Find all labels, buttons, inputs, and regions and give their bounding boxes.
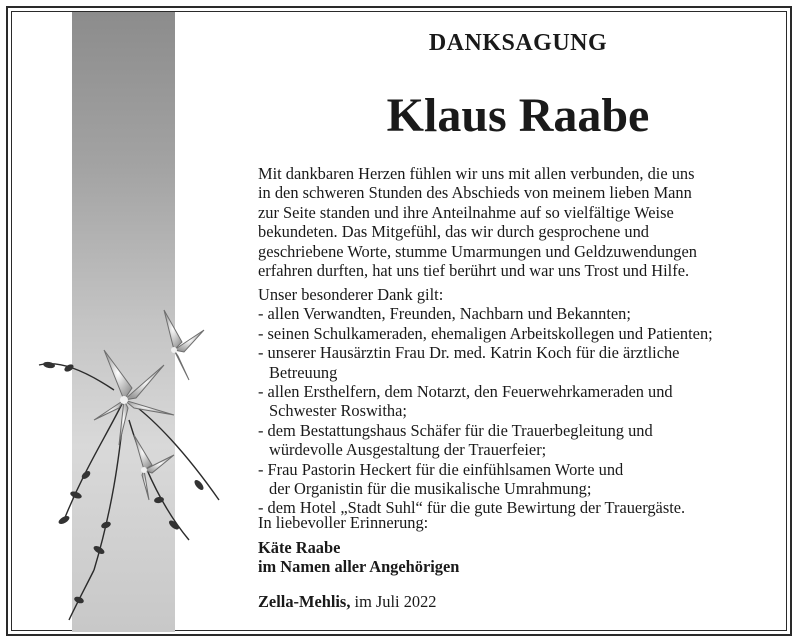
intro-line: in den schweren Stunden des Abschieds von meinem lieben Mann: [258, 183, 692, 203]
thanks-item-continuation: Betreuung: [269, 362, 338, 382]
thanks-item: - dem Bestattungshaus Schäfer für die Trauerbegleitung und: [258, 420, 653, 440]
lily-bouquet-image: [24, 270, 224, 630]
thanks-item: - Frau Pastorin Heckert für die einfühlsamen Worte und: [258, 459, 624, 479]
signature-note: im Namen aller Angehörigen: [258, 557, 460, 577]
signature-block: [258, 538, 778, 577]
intro-line: zur Seite standen und ihre Anteilnahme auf so vielfältige Weise: [258, 202, 674, 222]
intro-line: bekundeten. Das Mitgefühl, das wir durch gesprochene und: [258, 222, 649, 242]
date: im Juli 2022: [354, 592, 437, 611]
thanks-item-continuation: würdevolle Ausgestaltung der Trauerfeier;: [269, 440, 547, 460]
thanks-item: - allen Verwandten, Freunden, Nachbarn und Bekannten;: [258, 304, 631, 324]
thanks-item: - unserer Hausärztin Frau Dr. med. Katrin Koch für die ärztliche: [258, 343, 680, 363]
intro-paragraph: [258, 164, 778, 280]
closing-line: In liebevoller Erinnerung:: [258, 513, 429, 532]
place: Zella-Mehlis,: [258, 592, 351, 611]
signature-name: Käte Raabe: [258, 538, 341, 557]
intro-line: Mit dankbaren Herzen fühlen wir uns mit allen verbunden, die uns: [258, 164, 695, 183]
announcement-heading: DANKSAGUNG: [428, 30, 608, 56]
deceased-name: Klaus Raabe: [386, 89, 650, 142]
place-date-line: [258, 592, 778, 611]
thanks-item: - seinen Schulkameraden, ehemaligen Arbeitskollegen und Patienten;: [258, 323, 713, 343]
thanks-list: [258, 285, 778, 518]
intro-line: geschriebene Worte, stumme Umarmungen und Geldzuwendungen: [258, 241, 697, 261]
thanks-item-continuation: Schwester Roswitha;: [269, 401, 407, 421]
thanks-item: - dem Hotel „Stadt Suhl“ für die gute Bewirtung der Trauergäste.: [258, 498, 686, 518]
thanks-intro: Unser besonderer Dank gilt:: [258, 285, 444, 304]
intro-line: erfahren durften, hat uns tief berührt und war uns Trost und Hilfe.: [258, 261, 690, 281]
thanks-item: - allen Ersthelfern, dem Notarzt, den Feuerwehrkameraden und: [258, 382, 673, 402]
thanks-item-continuation: der Organistin für die musikalische Umrahmung;: [269, 479, 592, 499]
